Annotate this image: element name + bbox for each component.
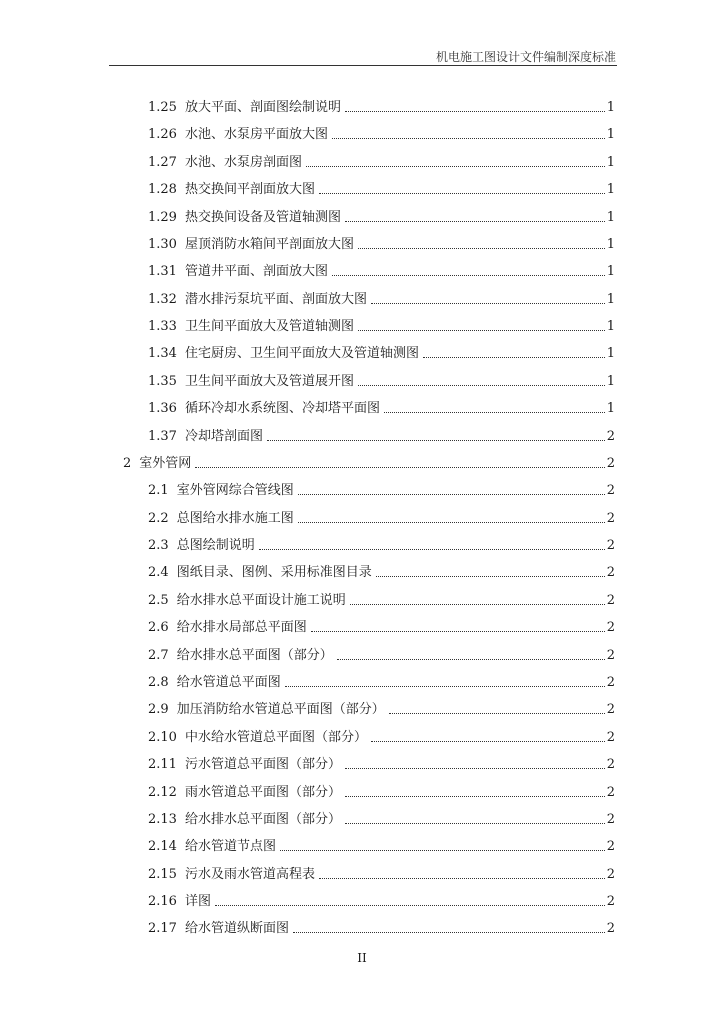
toc-entry-title: 图纸目录、图例、采用标准图目录: [176, 565, 372, 581]
toc-dot-leader: [358, 248, 605, 249]
toc-entry-page: 2: [606, 674, 615, 690]
toc-entry-number: 2.2: [148, 510, 169, 526]
toc-entry-page: 1: [606, 182, 615, 198]
toc-entry-title: 潜水排污泵坑平面、剖面放大图: [184, 291, 367, 307]
toc-entry-page: 2: [606, 702, 615, 718]
toc-entry-page: 2: [606, 811, 615, 827]
toc-entry-title: 屋顶消防水箱间平剖面放大图: [184, 236, 354, 252]
toc-entry-title: 详图: [184, 894, 211, 910]
toc-dot-leader: [259, 549, 605, 550]
toc-entry-page: 2: [606, 757, 615, 773]
toc-entry[interactable]: [148, 588, 615, 608]
toc-entry[interactable]: [123, 451, 615, 471]
toc-dot-leader: [345, 111, 605, 112]
toc-entry-title: 给水管道总平面图: [176, 674, 281, 690]
toc-entry[interactable]: [148, 807, 615, 827]
toc-dot-leader: [298, 522, 605, 523]
toc-dot-leader: [345, 823, 605, 824]
toc-entry-number: 1.34: [148, 346, 177, 362]
toc-entry-page: 1: [606, 319, 615, 335]
toc-entry-title: 放大平面、剖面图绘制说明: [184, 100, 341, 115]
toc-entry[interactable]: [148, 615, 615, 635]
toc-entry[interactable]: [148, 396, 615, 416]
toc-dot-leader: [345, 768, 605, 769]
toc-dot-leader: [285, 686, 605, 687]
toc-dot-leader: [293, 932, 605, 933]
toc-entry[interactable]: [148, 780, 615, 800]
toc-entry-page: 1: [606, 373, 615, 389]
toc-entry-page: 2: [606, 428, 615, 444]
toc-entry[interactable]: [148, 122, 615, 142]
toc-entry-number: 2.9: [148, 702, 169, 718]
toc-dot-leader: [332, 275, 605, 276]
toc-entry-page: 1: [606, 100, 615, 115]
toc-entry-page: 2: [606, 784, 615, 800]
toc-entry[interactable]: [148, 205, 615, 225]
toc-entry-number: 2.12: [148, 784, 177, 800]
toc-entry-title: 给水管道节点图: [184, 839, 276, 855]
toc-entry-number: 1.31: [148, 264, 177, 280]
toc-entry-page: 2: [606, 866, 615, 882]
toc-entry-number: 2.5: [148, 592, 169, 608]
toc-entry[interactable]: [148, 287, 615, 307]
toc-entry-title: 住宅厨房、卫生间平面放大及管道轴测图: [184, 346, 419, 362]
toc-entry-number: 1.36: [148, 401, 177, 417]
toc-entry-number: 1.35: [148, 373, 177, 389]
page-number: II: [357, 951, 367, 965]
toc-entry-number: 2.13: [148, 811, 177, 827]
toc-entry[interactable]: [148, 177, 615, 197]
toc-dot-leader: [195, 467, 604, 468]
toc-dot-leader: [384, 412, 605, 413]
toc-entry-number: 2.1: [148, 483, 169, 499]
toc-entry-page: 2: [606, 538, 615, 554]
toc-dot-leader: [358, 385, 605, 386]
toc-entry-title: 水池、水泵房平面放大图: [184, 127, 328, 143]
toc-dot-leader: [345, 221, 605, 222]
toc-entry-page: 2: [606, 620, 615, 636]
toc-entry[interactable]: [148, 150, 615, 170]
toc-dot-leader: [389, 713, 605, 714]
toc-entry-page: 2: [606, 647, 615, 663]
toc-entry-number: 1.37: [148, 428, 177, 444]
toc-entry-page: 2: [606, 565, 615, 581]
toc-entry-number: 2.16: [148, 894, 177, 910]
toc-entry-number: 1.33: [148, 319, 177, 335]
toc-entry-title: 总图绘制说明: [176, 538, 255, 554]
toc-entry[interactable]: [148, 232, 615, 252]
toc-entry-number: 1.30: [148, 236, 177, 252]
toc-dot-leader: [423, 357, 605, 358]
toc-entry-page: 1: [606, 346, 615, 362]
running-header-title: 机电施工图设计文件编制深度标准: [435, 50, 616, 64]
toc-entry-number: 2.6: [148, 620, 169, 636]
toc-dot-leader: [319, 878, 605, 879]
toc-entry-title: 卫生间平面放大及管道轴测图: [184, 319, 354, 335]
toc-entry[interactable]: [148, 314, 615, 334]
toc-entry[interactable]: [148, 643, 615, 663]
toc-entry[interactable]: [148, 95, 615, 115]
toc-entry-number: 1.27: [148, 154, 177, 170]
toc-entry-page: 2: [606, 839, 615, 855]
toc-entry-page: 2: [606, 510, 615, 526]
toc-entry-number: 2.11: [148, 757, 177, 773]
toc-entry[interactable]: [148, 424, 615, 444]
toc-entry-title: 总图给水排水施工图: [176, 510, 294, 526]
toc-entry-page: 2: [606, 921, 615, 937]
toc-entry-title: 管道井平面、剖面放大图: [184, 264, 328, 280]
toc-dot-leader: [358, 330, 605, 331]
toc-entry-page: 2: [606, 894, 615, 910]
toc-entry-page: 1: [606, 264, 615, 280]
toc-entry-title: 冷却塔剖面图: [184, 428, 263, 444]
toc-entry-number: 2.17: [148, 921, 177, 937]
toc-entry-title: 热交换间平剖面放大图: [184, 182, 315, 198]
toc-entry[interactable]: [148, 478, 615, 498]
toc-entry-number: 2.3: [148, 538, 169, 554]
toc-entry-title: 雨水管道总平面图（部分）: [184, 784, 341, 800]
toc-dot-leader: [376, 576, 605, 577]
header-rule: [109, 65, 617, 66]
toc-entry-number: 1.26: [148, 127, 177, 143]
toc-dot-leader: [319, 193, 605, 194]
toc-entry[interactable]: [148, 341, 615, 361]
toc-dot-leader: [267, 440, 605, 441]
toc-entry[interactable]: [148, 862, 615, 882]
toc-entry-title: 给水排水局部总平面图: [176, 620, 307, 636]
toc-entry-title: 污水及雨水管道高程表: [184, 866, 315, 882]
toc-entry-page: 1: [606, 127, 615, 143]
toc-dot-leader: [350, 604, 605, 605]
toc-entry[interactable]: [148, 834, 615, 854]
toc-entry[interactable]: [148, 369, 615, 389]
toc-entry-page: 1: [606, 236, 615, 252]
toc-entry-title: 给水排水总平面设计施工说明: [176, 592, 346, 608]
toc-entry-title: 水池、水泵房剖面图: [184, 154, 302, 170]
toc-dot-leader: [332, 138, 605, 139]
toc-entry[interactable]: [148, 506, 615, 526]
toc-entry-page: 1: [606, 401, 615, 417]
toc-entry-number: 1.28: [148, 182, 177, 198]
toc-entry-title: 室外管网综合管线图: [176, 483, 294, 499]
toc-entry-title: 中水给水管道总平面图（部分）: [184, 729, 367, 745]
toc-entry[interactable]: [148, 697, 615, 717]
toc-dot-leader: [337, 659, 605, 660]
toc-dot-leader: [215, 905, 605, 906]
toc-dot-leader: [371, 303, 605, 304]
toc-dot-leader: [306, 166, 605, 167]
toc-entry-title: 室外管网: [139, 455, 192, 471]
toc-entry-title: 热交换间设备及管道轴测图: [184, 209, 341, 225]
toc-entry-page: 2: [606, 729, 615, 745]
toc-entry[interactable]: [148, 533, 615, 553]
toc-entry[interactable]: [148, 560, 615, 580]
toc-entry-page: 2: [606, 483, 615, 499]
toc-entry-number: 1.32: [148, 291, 177, 307]
toc-entry-number: 2.4: [148, 565, 169, 581]
toc-entry-page: 1: [606, 291, 615, 307]
toc-entry-number: 2.15: [148, 866, 177, 882]
toc-entry[interactable]: [148, 670, 615, 690]
toc-dot-leader: [311, 631, 605, 632]
toc-entry-number: 1.29: [148, 209, 177, 225]
toc-entry-title: 污水管道总平面图（部分）: [184, 757, 341, 773]
toc-entry[interactable]: [148, 259, 615, 279]
toc-entry-number: 2: [123, 455, 132, 471]
toc-entry-number: 2.10: [148, 729, 177, 745]
toc-dot-leader: [345, 796, 605, 797]
toc-entry-page: 2: [606, 455, 615, 471]
toc-entry-title: 给水排水总平面图（部分）: [184, 811, 341, 827]
toc-entry-page: 1: [606, 154, 615, 170]
toc-dot-leader: [298, 494, 605, 495]
toc-entry-number: 2.7: [148, 647, 169, 663]
toc-entry-number: 2.14: [148, 839, 177, 855]
toc-entry[interactable]: [148, 725, 615, 745]
toc-dot-leader: [371, 741, 605, 742]
toc-entry-title: 给水管道纵断面图: [184, 921, 289, 937]
toc-entry-title: 卫生间平面放大及管道展开图: [184, 373, 354, 389]
toc-entry[interactable]: [148, 916, 615, 936]
toc-entry-number: 1.25: [148, 100, 177, 115]
toc-entry-title: 给水排水总平面图（部分）: [176, 647, 333, 663]
toc-entry[interactable]: [148, 752, 615, 772]
toc-entry[interactable]: [148, 889, 615, 909]
toc-entry-number: 2.8: [148, 674, 169, 690]
toc-entry-title: 加压消防给水管道总平面图（部分）: [176, 702, 385, 718]
toc-entry-title: 循环冷却水系统图、冷却塔平面图: [184, 401, 380, 417]
toc-entry-page: 2: [606, 592, 615, 608]
toc-dot-leader: [280, 850, 605, 851]
toc-entry-page: 1: [606, 209, 615, 225]
